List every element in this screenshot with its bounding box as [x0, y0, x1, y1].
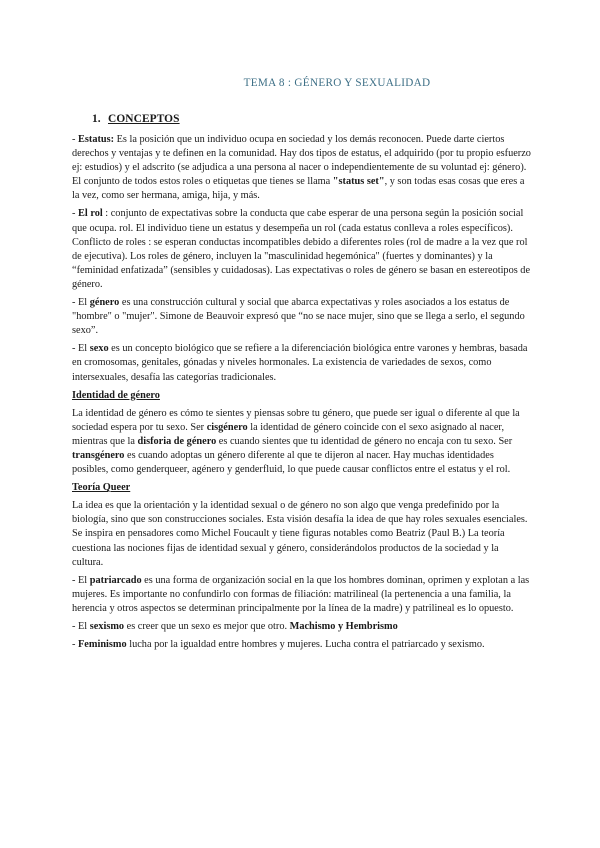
term-feminismo: Feminismo	[78, 639, 127, 651]
paragraph-text: lucha por la igualdad entre hombres y mujeres. Lucha contra el patriarcado y sexismo.	[126, 639, 485, 651]
paragraph-sexo	[72, 342, 532, 384]
paragraph-text: La identidad de género es cómo te sientes y piensas sobre tu género, que puede ser igual o diferente al que la sociedad espera por tu sexo. Ser	[72, 407, 520, 433]
paragraph-text: : conjunto de expectativas sobre la conducta que cabe esperar de una persona según la posición social que ocupa. rol. El individuo tiene un estatus y desempeña un rol (cada estatus conlleva a roles específicos). Conflicto de roles : se esperan conductas incompatibles debido a diferentes roles (rol de madre a la vez que rol de ejecutiva). Los roles de género, incluyen la "masculinidad hegemónica" (fuertes y dominantes) y la “feminidad enfatizada” (sensibles y cuidadosas). Las expectativas o roles de género se basan en estereotipos de género.	[72, 208, 531, 290]
term-rol: El rol	[78, 208, 103, 220]
paragraph-prefix: -	[72, 639, 79, 651]
paragraph-prefix: - El	[72, 621, 90, 632]
document-title: TEMA 8 : GÉNERO Y SEXUALIDAD	[243, 77, 431, 89]
paragraph-prefix: - El	[72, 343, 90, 355]
term-estatus: Estatus:	[78, 134, 115, 145]
paragraph-text: es un concepto biológico que se refiere a la diferenciación biológica entre varones y hembras, basada en cromosomas, genitales, gónadas y niveles hormonales. La existencia de variedades de sexos, como intersexuales, desafía las categorías tradicionales.	[72, 343, 528, 383]
paragraph-text: la identidad de género coincide con el sexo asignado al nacer, mientras que la	[72, 421, 505, 447]
paragraph-genero	[72, 296, 532, 338]
subheading-identidad-de-genero: Identidad de género	[72, 389, 160, 401]
term-status-set: "status set"	[332, 176, 385, 188]
paragraph-text: es creer que un sexo es mejor que otro.	[124, 621, 290, 632]
paragraph-text: La idea es que la orientación y la identidad sexual o de género no son algo que venga predefinido por la biología, sino que son construcciones sociales. Esta visión desafía la idea de que hay roles sexuales esenciales. Se inspira en pensadores como Michel Foucault y tiene figuras notables como Beatriz (Paul B.) La teoría cuestiona las nociones fijas de identidad sexual y género, considerándolos productos de la sociedad y la cultura.	[72, 500, 528, 568]
section-label: CONCEPTOS	[108, 113, 180, 125]
paragraph-estatus	[72, 133, 532, 203]
term-sexismo: sexismo	[89, 621, 125, 632]
subheading-teoria-queer: Teoría Queer	[72, 482, 131, 494]
term-genero: género	[89, 297, 120, 309]
paragraph-text: es cuando adoptas un género diferente al que te dijeron al nacer. Hay muchas identidades posibles, como genderqueer, agénero y genderfluid, lo que puede causar conflictos entre el estatus y el rol.	[72, 449, 511, 476]
paragraph-text: es una construcción cultural y social que abarca expectativas y roles asociados a los estatus de "hombre" o "mujer". Simone de Beauvoir expresó que “no se nace mujer, sino que se llega a serlo, el segundo sexo”.	[72, 297, 525, 337]
paragraph-text: Es la posición que un individuo ocupa en sociedad y los demás reconocen. Puede darte ciertos derechos y ventajas y te definen en la comunidad. Hay dos tipos de estatus, el adquirido (por tu propio esfuerzo ej: estudios) y el adscrito (se adjudica a una persona al nacer o independientemente de su voluntad ej: género). El conjunto de todos estos roles o etiquetas que tienes se llama	[72, 134, 531, 188]
section-heading	[92, 113, 180, 125]
paragraph-identidad	[72, 407, 532, 477]
paragraph-queer	[72, 499, 532, 569]
paragraph-text: es cuando sientes que tu identidad de género no encaja con tu sexo. Ser	[216, 435, 513, 447]
paragraph-prefix: -	[72, 134, 79, 145]
document-body	[72, 133, 532, 656]
paragraph-sexismo	[72, 620, 532, 634]
paragraph-text: , y son todas esas cosas que eres a la vez, como ser hermana, amiga, hija, y más.	[72, 176, 525, 202]
paragraph-prefix: -	[72, 208, 79, 220]
paragraph-patriarcado	[72, 574, 532, 616]
term-disforia: disforia de género	[137, 435, 217, 447]
paragraph-prefix: - El	[72, 574, 90, 586]
paragraph-prefix: - El	[72, 297, 90, 309]
term-cisgenero: cisgénero	[206, 421, 248, 433]
term-machismo-hembrismo: Machismo y Hembrismo	[289, 621, 398, 632]
term-sexo: sexo	[89, 343, 109, 355]
paragraph-rol	[72, 207, 532, 292]
term-transgenero: transgénero	[72, 449, 125, 461]
paragraph-feminismo	[72, 638, 532, 652]
section-number: 1.	[92, 113, 101, 125]
term-patriarcado: patriarcado	[89, 574, 142, 586]
paragraph-text: es una forma de organización social en la que los hombres dominan, oprimen y explotan a las mujeres. Es importante no confundirlo con formas de filiación: matrilineal (la pertenencia a una familia, la herencia y otros aspectos se determinan principalmente por la línea de la madre) y patrilineal es lo opuesto.	[72, 574, 530, 614]
